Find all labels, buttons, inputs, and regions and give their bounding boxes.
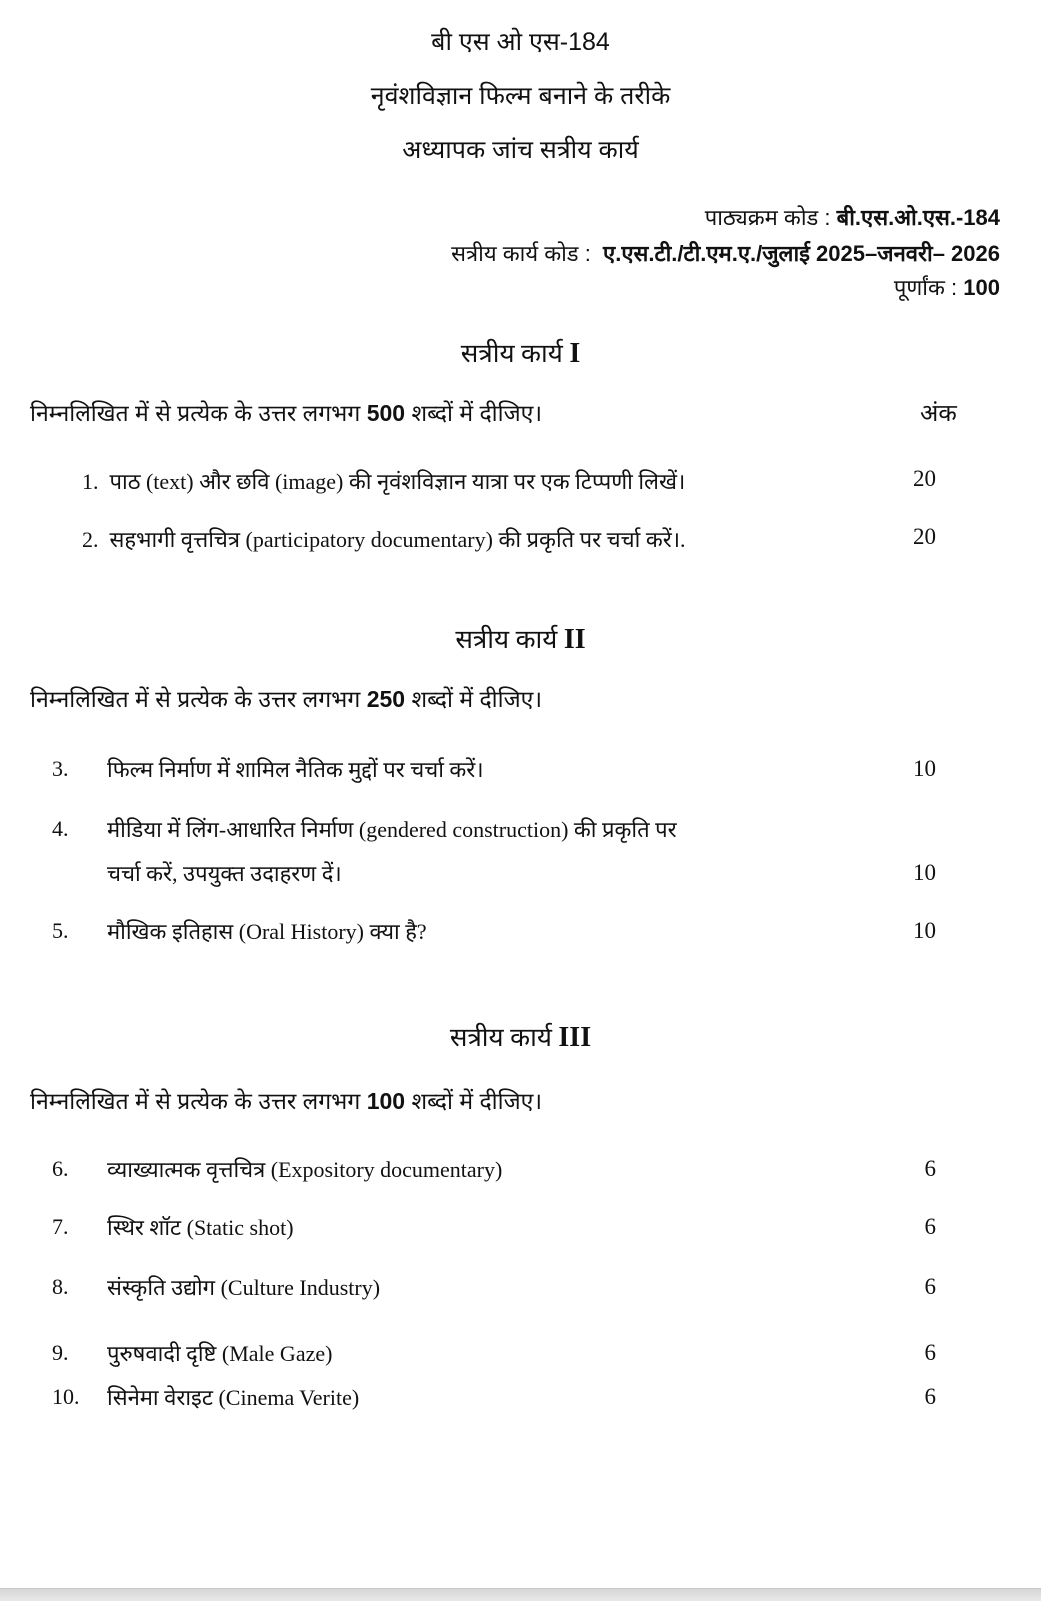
instruction-text: निम्नलिखित में से प्रत्येक के उत्तर लगभग [30,686,361,712]
section-label: सत्रीय कार्य [460,339,563,368]
question-marks: 6 [924,1274,936,1299]
word-count: 250 [366,686,406,712]
question-body-continued: चर्चा करें, उपयुक्त उदाहरण दें। [107,861,342,886]
question-body: सिनेमा वेराइट (Cinema Verite) [107,1385,360,1410]
question-number: 7. [52,1214,69,1239]
instruction-text: निम्नलिखित में से प्रत्येक के उत्तर लगभग [30,400,361,426]
separator: : [824,205,831,230]
question-body: मीडिया में लिंग-आधारित निर्माण (gendered construction) की प्रकृति पर [107,817,677,842]
question-marks: 20 [913,524,936,549]
question-body: पुरुषवादी दृष्टि (Male Gaze) [107,1341,333,1366]
instruction-text: शब्दों में दीजिए। [411,1088,543,1114]
section-label: सत्रीय कार्य [449,1023,552,1052]
question-body: पाठ (text) और छवि (image) की नृवंशविज्ञान यात्रा पर एक टिप्पणी लिखें। [109,469,686,494]
assignment-code-value: ए.एस.टी./टी.एम.ए./जुलाई 2025–जनवरी– 2026 [603,241,1000,266]
section-title-1 [0,334,1041,370]
question-body: सहभागी वृत्तचित्र (participatory documentary) की प्रकृति पर चर्चा करें।. [109,527,686,552]
section-numeral: III [558,1022,592,1053]
section-title-2 [0,620,1041,656]
question-number: 8. [52,1274,69,1299]
page-bottom-edge [0,1588,1041,1601]
question-number: 6. [52,1156,69,1181]
instruction-text: निम्नलिखित में से प्रत्येक के उत्तर लगभग [30,1088,361,1114]
question-marks: 10 [913,918,936,943]
question-marks: 6 [924,1214,936,1239]
course-short-code: बी एस ओ एस-184 [431,28,610,56]
section-instruction-2 [30,682,542,714]
section-title-3 [0,1018,1041,1054]
separator: : [951,275,958,300]
question-text [82,466,685,496]
section-instruction-3 [30,1084,542,1116]
question-number: 10. [52,1384,80,1409]
word-count: 500 [366,400,406,426]
question-number: 3. [52,756,69,781]
separator: : [584,241,591,266]
max-marks-label: पूर्णांक [893,275,945,300]
question-body: स्थिर शॉट (Static shot) [107,1215,294,1240]
assignment-code-line [451,238,1000,268]
question-number: 1. [82,469,99,494]
assignment-code-label: सत्रीय कार्य कोड [451,241,579,266]
section-label: सत्रीय कार्य [455,625,558,654]
document-type: अध्यापक जांच सत्रीय कार्य [402,136,639,164]
max-marks-line [894,272,1000,302]
marks-column-header: अंक [920,400,957,427]
question-number: 9. [52,1340,69,1365]
question-marks: 10 [913,860,936,885]
course-code-value: बी.एस.ओ.एस.-184 [836,205,1000,230]
instruction-text: शब्दों में दीजिए। [411,686,543,712]
question-body: संस्कृति उद्योग (Culture Industry) [107,1275,381,1300]
section-instruction-1 [30,396,542,428]
max-marks-value: 100 [963,275,1000,300]
course-code-line [705,202,1000,232]
section-numeral: I [569,338,581,369]
course-title: नृवंशविज्ञान फिल्म बनाने के तरीके [370,82,671,110]
question-number: 5. [52,918,69,943]
question-number: 4. [52,816,69,841]
question-marks: 6 [924,1340,936,1365]
section-numeral: II [563,624,586,655]
question-body: व्याख्यात्मक वृत्तचित्र (Expository documentary) [107,1157,503,1182]
question-marks: 6 [924,1156,936,1181]
course-code-label: पाठ्यक्रम कोड [704,205,819,230]
question-text [82,524,686,554]
question-body: मौखिक इतिहास (Oral History) क्या है? [107,919,427,944]
instruction-text: शब्दों में दीजिए। [411,400,543,426]
question-marks: 20 [913,466,936,491]
question-number: 2. [82,527,99,552]
word-count: 100 [366,1088,406,1114]
question-marks: 10 [913,756,936,781]
question-marks: 6 [924,1384,936,1409]
question-body: फिल्म निर्माण में शामिल नैतिक मुद्दों पर चर्चा करें। [107,757,484,782]
